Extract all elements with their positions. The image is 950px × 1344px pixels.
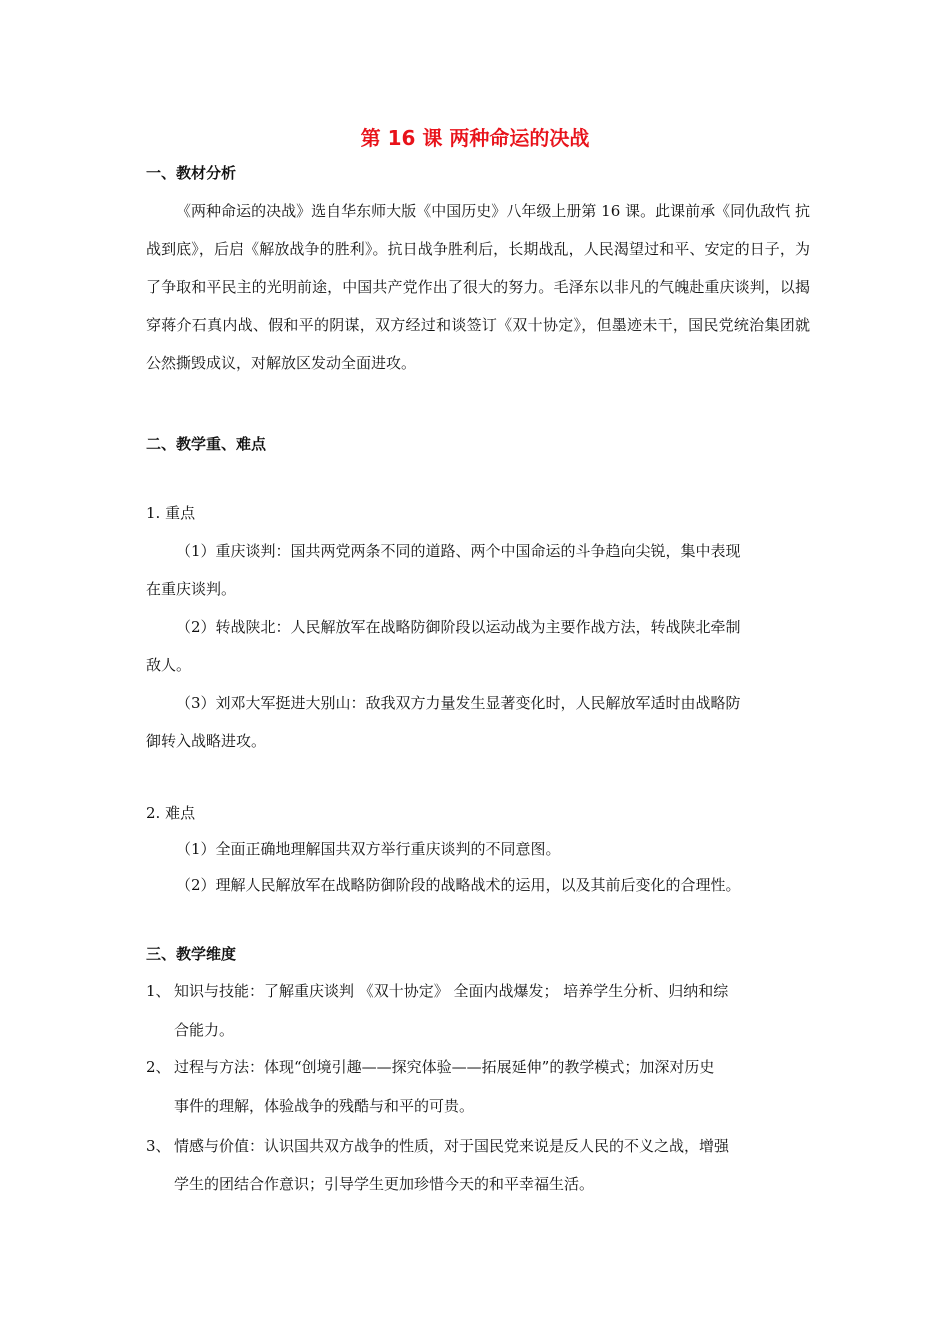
difficulties-label: 2. 难点 <box>146 804 196 822</box>
dimension-3-number: 3、 <box>146 1137 171 1155</box>
section-heading-key-difficult-points: 二、教学重、难点 <box>146 435 267 453</box>
dimension-2-line2: 事件的理解，体验战争的残酷与和平的可贵。 <box>174 1097 475 1115</box>
section-heading-textbook-analysis: 一、教材分析 <box>146 164 237 182</box>
textbook-analysis-paragraph: 《两种命运的决战》选自华东师大版《中国历史》八年级上册第 16 课。此课前承《同仇敌忾 抗战到底》，后启《解放战争的胜利》。抗日战争胜利后，长期战乱，人民渴望过和平、安定的日子，为了争取和平民主的光明前途，中国共产党作出了很大的努力。毛泽东以非凡的气魄赴重庆谈判，以揭穿蒋介石真内战、假和平的阴谋，双方经过和谈签订《双十协定》，但墨迹未干，国民党统治集团就公然撕毁成议，对解放区发动全面进攻。 <box>146 202 810 372</box>
section-heading-teaching-dimensions: 三、教学维度 <box>146 945 237 963</box>
key-point-3-line1: （3）刘邓大军挺进大别山：敌我双方力量发生显著变化时，人民解放军适时由战略防 <box>176 694 741 712</box>
key-point-2-line1: （2）转战陕北：人民解放军在战略防御阶段以运动战为主要作战方法，转战陕北牵制 <box>176 618 741 636</box>
dimension-3-line1: 情感与价值：认识国共双方战争的性质，对于国民党来说是反人民的不义之战，增强 <box>174 1137 730 1155</box>
dimension-2-line1: 过程与方法：体现“创境引趣——探究体验——拓展延伸”的教学模式；加深对历史 <box>174 1058 715 1076</box>
page-title: 第 16 课 两种命运的决战 <box>360 126 590 150</box>
key-point-3-line2: 御转入战略进攻。 <box>146 732 267 750</box>
key-point-2-line2: 敌人。 <box>146 656 192 674</box>
dimension-1-line1: 知识与技能：了解重庆谈判 《双十协定》 全面内战爆发； 培养学生分析、归纳和综 <box>174 982 729 1000</box>
difficulty-1: （1）全面正确地理解国共双方举行重庆谈判的不同意图。 <box>176 840 561 858</box>
dimension-3-line2: 学生的团结合作意识；引导学生更加珍惜今天的和平幸福生活。 <box>174 1175 595 1193</box>
key-point-1-line1: （1）重庆谈判：国共两党两条不同的道路、两个中国命运的斗争趋向尖锐，集中表现 <box>176 542 741 560</box>
key-point-1-line2: 在重庆谈判。 <box>146 580 237 598</box>
key-points-label: 1. 重点 <box>146 504 196 522</box>
dimension-1-line2: 合能力。 <box>174 1021 235 1039</box>
difficulty-2: （2）理解人民解放军在战略防御阶段的战略战术的运用，以及其前后变化的合理性。 <box>176 876 741 894</box>
dimension-1-number: 1、 <box>146 982 171 1000</box>
dimension-2-number: 2、 <box>146 1058 171 1076</box>
